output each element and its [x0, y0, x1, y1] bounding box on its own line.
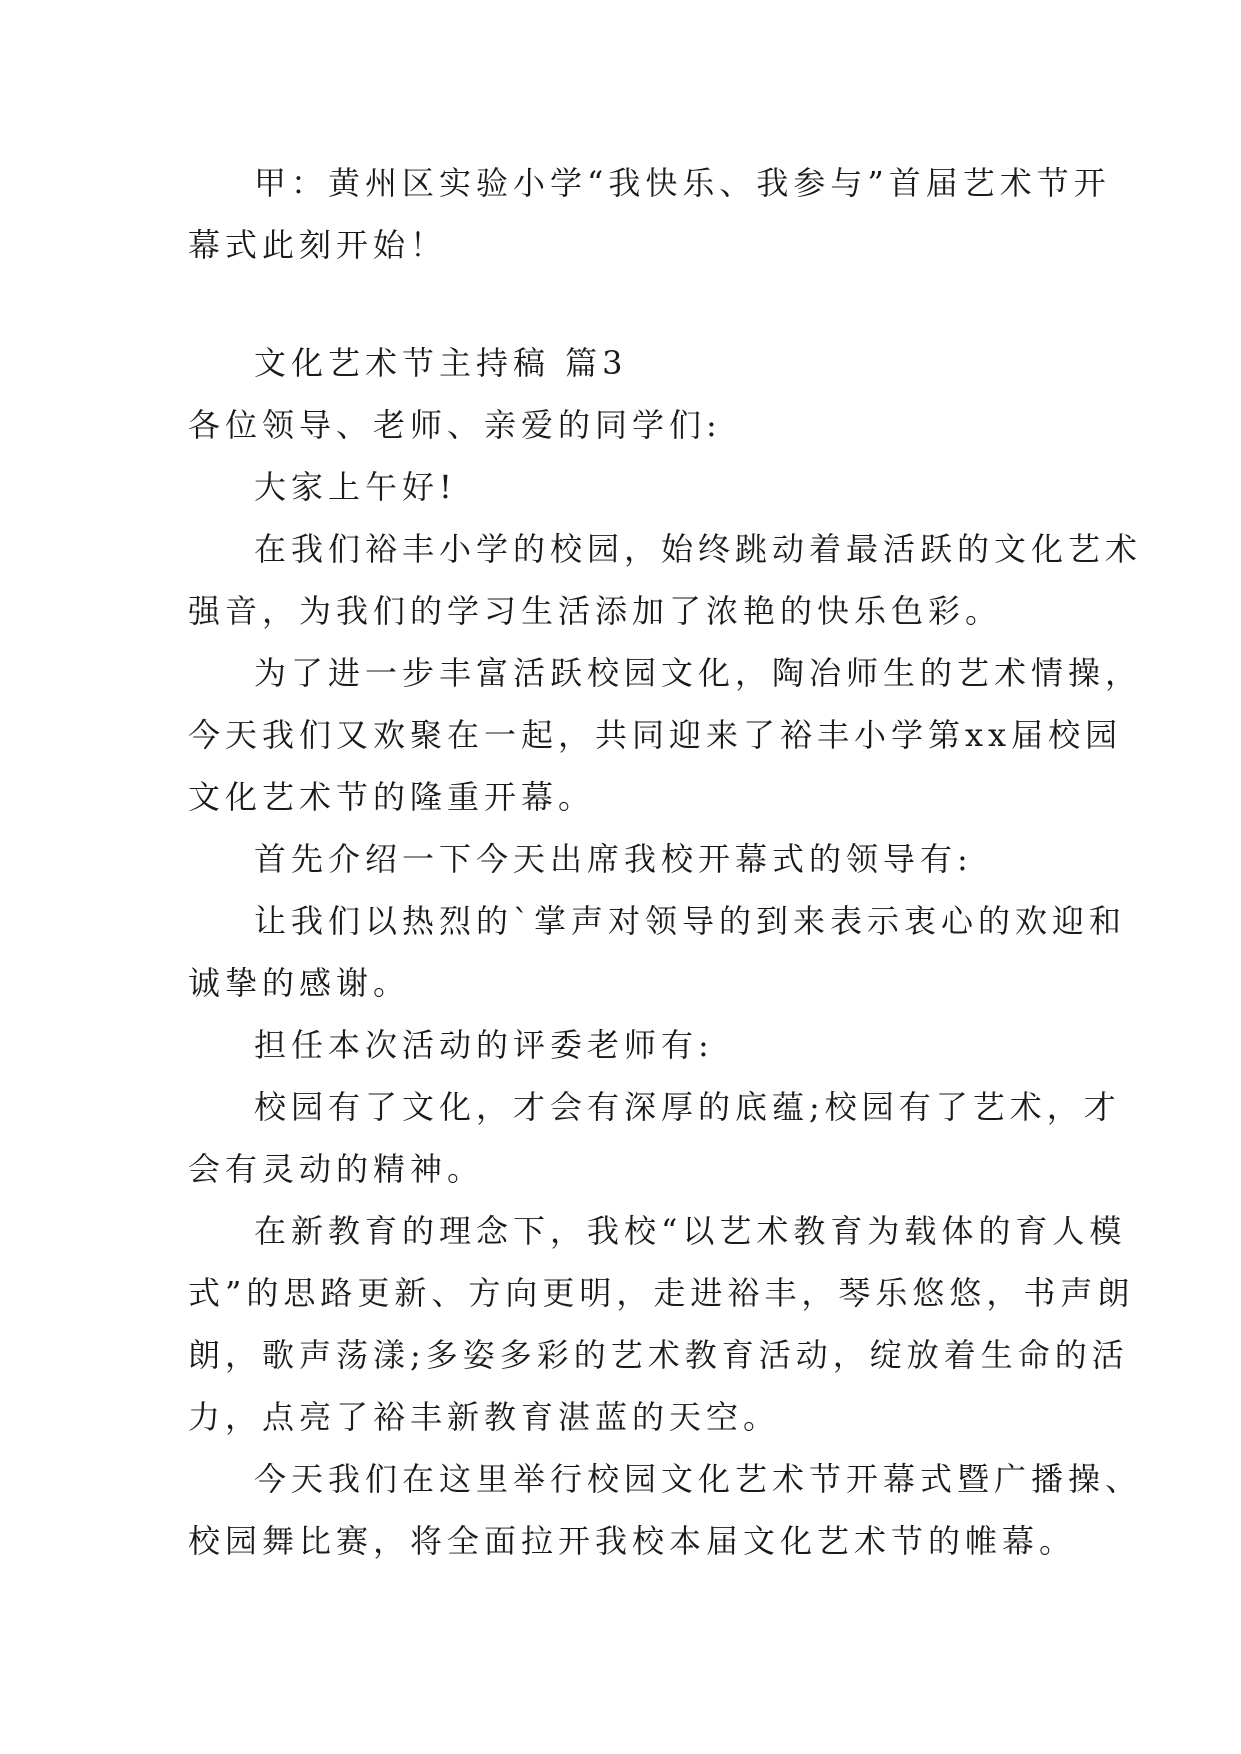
paragraph: [188, 642, 1143, 828]
paragraph-line: 担任本次活动的评委老师有:: [254, 1026, 714, 1064]
paragraph: [188, 518, 1143, 642]
paragraph-line: 为了进一步丰富活跃校园文化，陶冶师生的艺术情操，: [254, 654, 1143, 692]
paragraph-line: 文化艺术节的隆重开幕。: [188, 778, 596, 816]
paragraph-line: 首先介绍一下今天出席我校开幕式的领导有:: [254, 840, 973, 878]
paragraph: [188, 1076, 1121, 1200]
paragraph-line: 式”的思路更新、方向更明，走进裕丰，琴乐悠悠，书声朗: [188, 1274, 1135, 1312]
paragraph-line: 今天我们在这里举行校园文化艺术节开幕式暨广播操、: [254, 1460, 1143, 1498]
paragraph-line: 校园舞比赛，将全面拉开我校本届文化艺术节的帷幕。: [188, 1522, 1077, 1560]
paragraph-line: 会有灵动的精神。: [188, 1150, 485, 1188]
opening-paragraph: [188, 152, 1111, 276]
paragraph: [188, 1200, 1135, 1448]
paragraph-line: 强音，为我们的学习生活添加了浓艳的快乐色彩。: [188, 592, 1003, 630]
salutation: 各位领导、老师、亲爱的同学们:: [188, 406, 722, 444]
paragraph-line: 让我们以热烈的`掌声对领导的到来表示衷心的欢迎和: [254, 902, 1127, 940]
paragraph: [188, 1014, 1068, 1076]
paragraph: [188, 890, 1127, 1014]
section-title: 文化艺术节主持稿 篇3: [254, 344, 628, 382]
paragraph-line: 在新教育的理念下，我校“以艺术教育为载体的育人模: [254, 1212, 1127, 1250]
paragraph: [188, 1448, 1143, 1572]
paragraph-line: 朗，歌声荡漾;多姿多彩的艺术教育活动，绽放着生命的活: [188, 1336, 1129, 1374]
paragraph: [188, 828, 1068, 890]
paragraph-line: 校园有了文化，才会有深厚的底蕴;校园有了艺术，才: [254, 1088, 1121, 1126]
greeting: 大家上午好!: [254, 468, 457, 506]
paragraph-line: 诚挚的感谢。: [188, 964, 411, 1002]
paragraph-line: 甲：黄州区实验小学“我快乐、我参与”首届艺术节开: [254, 164, 1111, 202]
paragraph-line: 在我们裕丰小学的校园，始终跳动着最活跃的文化艺术: [254, 530, 1143, 568]
paragraph-line: 力，点亮了裕丰新教育湛蓝的天空。: [188, 1398, 781, 1436]
paragraph-line: 幕式此刻开始！: [188, 226, 448, 264]
paragraph-line: 今天我们又欢聚在一起，共同迎来了裕丰小学第xx届校园: [188, 716, 1123, 754]
main-section: [188, 332, 1143, 1572]
